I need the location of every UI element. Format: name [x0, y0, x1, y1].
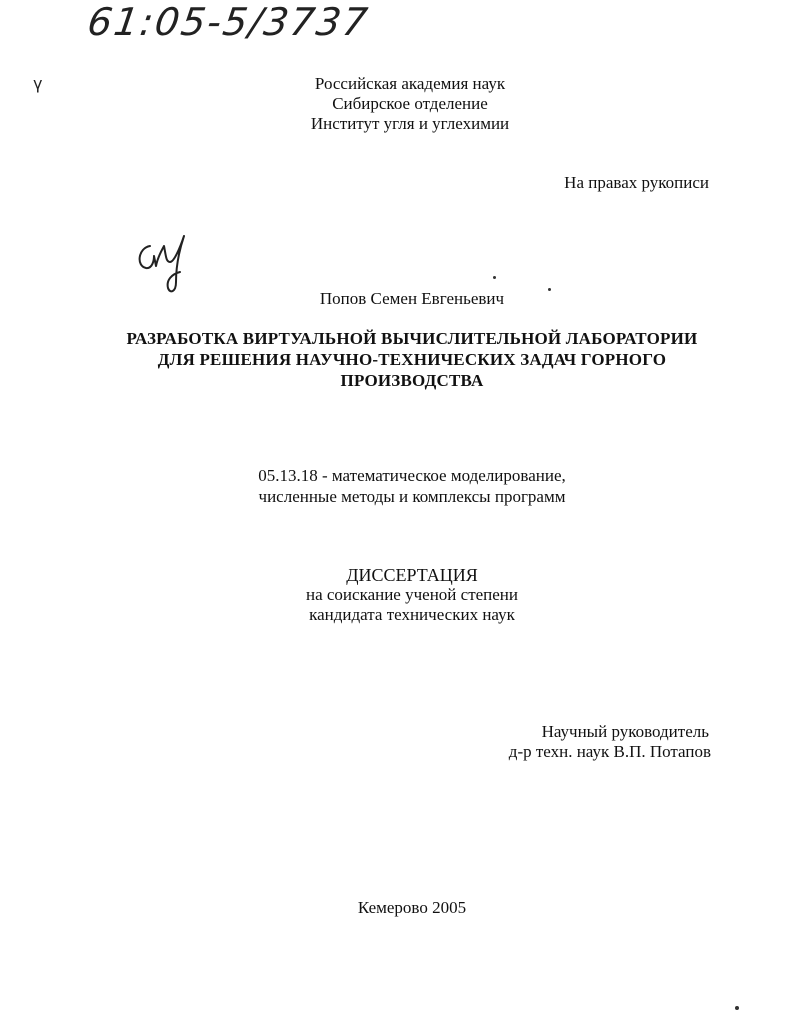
degree-line-1: на соискание ученой степени [305, 585, 519, 604]
org-academy: Российская академия наук [314, 74, 506, 93]
specialty-line-2: численные методы и комплексы программ [258, 487, 566, 506]
city-year: Кемерово 2005 [357, 898, 467, 917]
speck [493, 276, 496, 279]
speck [735, 1006, 739, 1010]
document-type-heading: ДИССЕРТАЦИЯ [346, 565, 478, 585]
org-branch: Сибирское отделение [332, 94, 488, 113]
margin-mark: ү [33, 74, 43, 93]
thesis-title-line-3: ПРОИЗВОДСТВА [340, 371, 484, 390]
specialty-line-1: 05.13.18 - математическое моделирование, [258, 466, 566, 485]
supervisor-name: д-р техн. наук В.П. Потапов [508, 742, 711, 761]
signature-mark [132, 226, 198, 296]
author-name: Попов Семен Евгеньевич [319, 289, 505, 308]
supervisor-label: Научный руководитель [541, 722, 709, 741]
thesis-title-line-2: ДЛЯ РЕШЕНИЯ НАУЧНО-ТЕХНИЧЕСКИХ ЗАДАЧ ГОРНОГО [157, 350, 667, 369]
rights-note: На правах рукописи [564, 173, 709, 192]
handwritten-archive-number: 61:05-5/3737 [84, 0, 373, 44]
org-institute: Институт угля и углехимии [310, 114, 510, 133]
thesis-title-line-1: РАЗРАБОТКА ВИРТУАЛЬНОЙ ВЫЧИСЛИТЕЛЬНОЙ ЛАБОРАТОРИИ [126, 329, 698, 348]
degree-line-2: кандидата технических наук [309, 605, 515, 624]
